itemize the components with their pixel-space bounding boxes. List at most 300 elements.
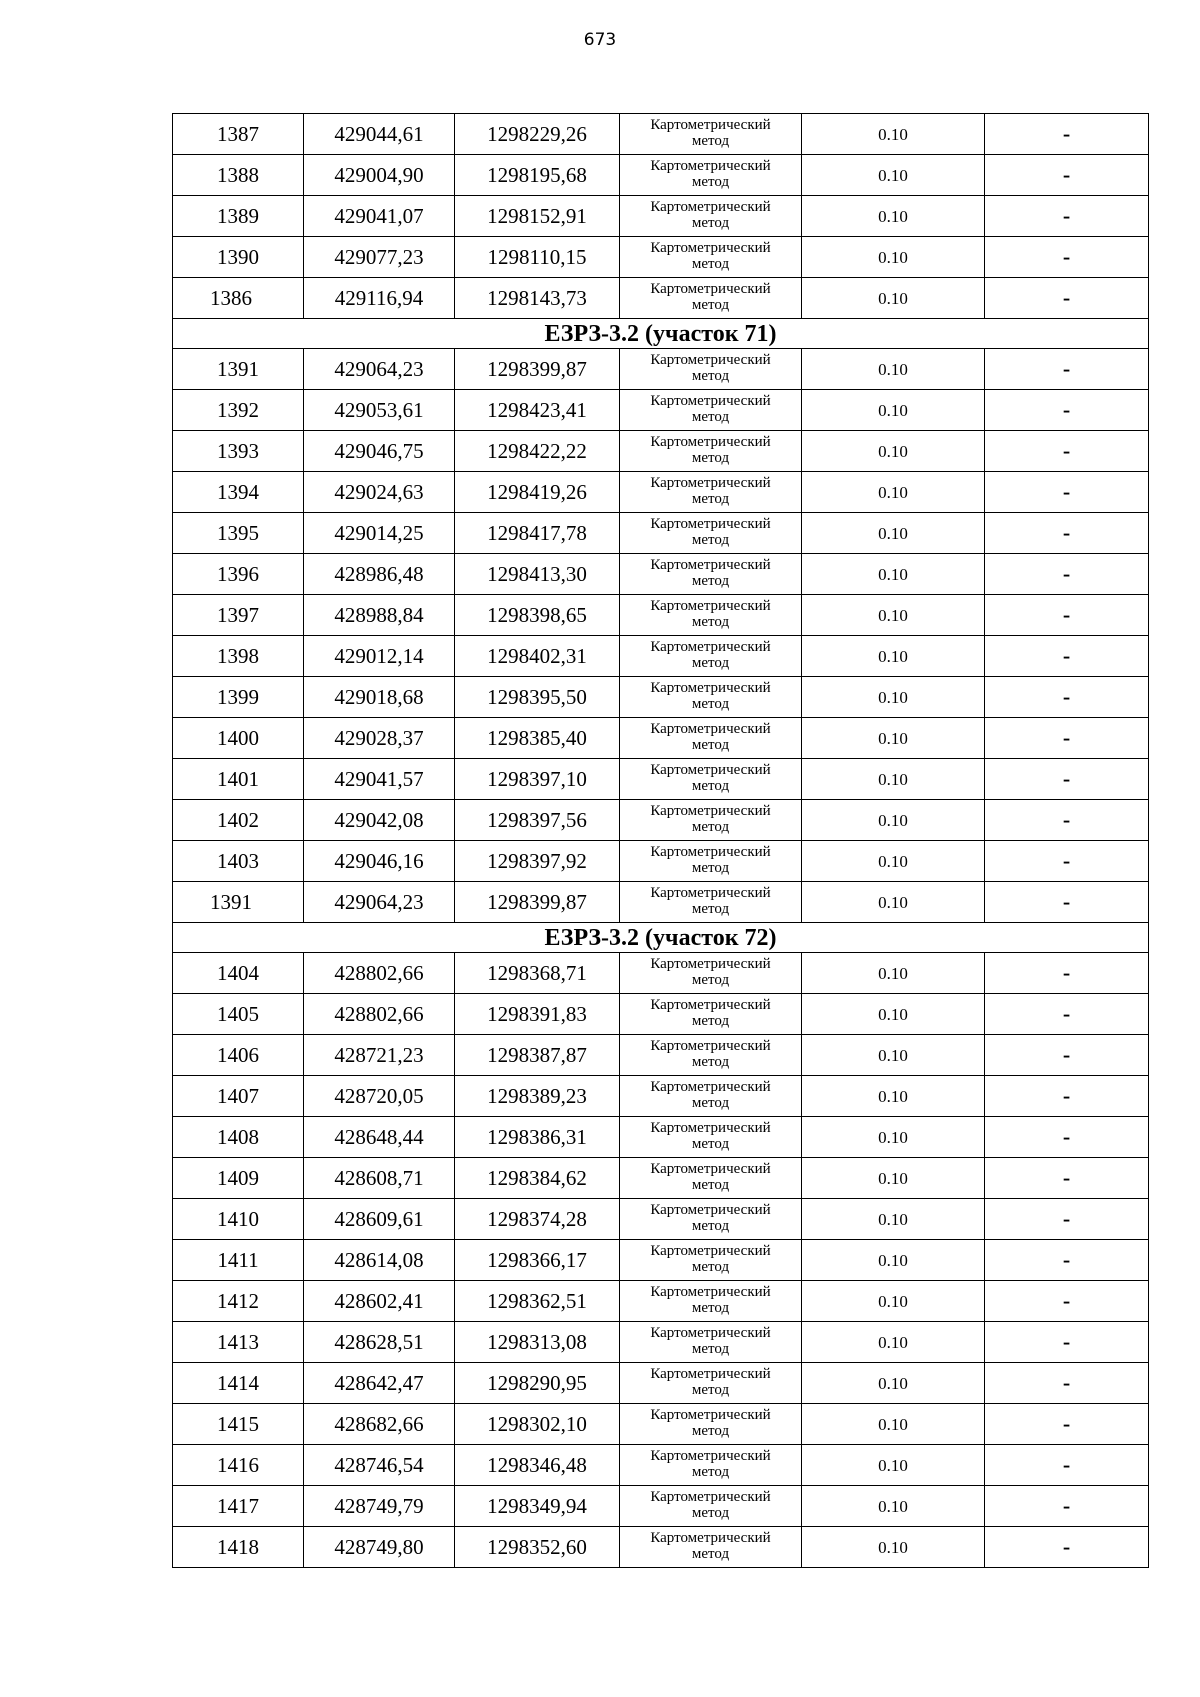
accuracy-value: 0.10 bbox=[802, 718, 985, 759]
accuracy-value: 0.10 bbox=[802, 1486, 985, 1527]
method-cell bbox=[620, 554, 802, 595]
method-cell bbox=[620, 1240, 802, 1281]
method-cell bbox=[620, 196, 802, 237]
method-cell bbox=[620, 595, 802, 636]
table-row bbox=[173, 595, 1149, 636]
method-line-2: метод bbox=[691, 1341, 730, 1357]
point-id: 1418 bbox=[217, 1534, 259, 1559]
accuracy-value: 0.10 bbox=[802, 1281, 985, 1322]
point-id: 1389 bbox=[217, 203, 259, 228]
coordinate-x: 428614,08 bbox=[304, 1240, 455, 1281]
table-row bbox=[173, 237, 1149, 278]
note-value: - bbox=[985, 431, 1149, 472]
point-id: 1387 bbox=[217, 121, 259, 146]
coordinate-x: 428642,47 bbox=[304, 1363, 455, 1404]
section-title: ЕЗРЗ-3.2 (участок 71) bbox=[173, 319, 1149, 349]
point-id-cell bbox=[173, 1527, 304, 1568]
coordinate-y: 1298413,30 bbox=[455, 554, 620, 595]
point-id-cell bbox=[173, 114, 304, 155]
coordinate-y: 1298419,26 bbox=[455, 472, 620, 513]
method-cell bbox=[620, 513, 802, 554]
accuracy-value: 0.10 bbox=[802, 278, 985, 319]
point-id-cell bbox=[173, 1445, 304, 1486]
coordinate-x: 429064,23 bbox=[304, 349, 455, 390]
accuracy-value: 0.10 bbox=[802, 841, 985, 882]
accuracy-value: 0.10 bbox=[802, 114, 985, 155]
method-cell bbox=[620, 800, 802, 841]
accuracy-value: 0.10 bbox=[802, 237, 985, 278]
table-row bbox=[173, 1486, 1149, 1527]
note-value: - bbox=[985, 994, 1149, 1035]
method-line-2: метод bbox=[691, 819, 730, 835]
point-id: 1394 bbox=[217, 479, 259, 504]
table-row bbox=[173, 1445, 1149, 1486]
coordinate-y: 1298395,50 bbox=[455, 677, 620, 718]
method-cell bbox=[620, 1076, 802, 1117]
method-cell bbox=[620, 431, 802, 472]
accuracy-value: 0.10 bbox=[802, 1240, 985, 1281]
method-cell bbox=[620, 759, 802, 800]
point-id: 1416 bbox=[217, 1452, 259, 1477]
point-id-cell bbox=[173, 1281, 304, 1322]
accuracy-value: 0.10 bbox=[802, 513, 985, 554]
note-value: - bbox=[985, 1445, 1149, 1486]
method-line-2: метод bbox=[691, 1177, 730, 1193]
table-row bbox=[173, 953, 1149, 994]
coordinate-x: 429042,08 bbox=[304, 800, 455, 841]
point-id: 1393 bbox=[217, 438, 259, 463]
coordinate-x: 428721,23 bbox=[304, 1035, 455, 1076]
point-id-cell bbox=[173, 953, 304, 994]
method-line-1: Картометрический bbox=[650, 1243, 771, 1260]
note-value: - bbox=[985, 1322, 1149, 1363]
method-line-1: Картометрический bbox=[650, 956, 771, 973]
coordinate-y: 1298397,10 bbox=[455, 759, 620, 800]
point-id: 1396 bbox=[217, 561, 259, 586]
point-id-cell bbox=[173, 278, 304, 319]
table-row bbox=[173, 472, 1149, 513]
method-line-1: Картометрический bbox=[650, 516, 771, 533]
accuracy-value: 0.10 bbox=[802, 1404, 985, 1445]
method-line-2: метод bbox=[691, 409, 730, 425]
coordinate-y: 1298229,26 bbox=[455, 114, 620, 155]
method-line-1: Картометрический bbox=[650, 1448, 771, 1465]
table-row bbox=[173, 349, 1149, 390]
accuracy-value: 0.10 bbox=[802, 636, 985, 677]
coordinate-y: 1298362,51 bbox=[455, 1281, 620, 1322]
point-id-cell bbox=[173, 554, 304, 595]
coordinate-x: 428749,80 bbox=[304, 1527, 455, 1568]
point-id: 1403 bbox=[217, 848, 259, 873]
method-line-1: Картометрический bbox=[650, 598, 771, 615]
coordinate-y: 1298143,73 bbox=[455, 278, 620, 319]
method-line-1: Картометрический bbox=[650, 1489, 771, 1506]
coordinate-x: 429046,16 bbox=[304, 841, 455, 882]
method-cell bbox=[620, 390, 802, 431]
note-value: - bbox=[985, 1240, 1149, 1281]
coordinate-x: 429041,07 bbox=[304, 196, 455, 237]
note-value: - bbox=[985, 196, 1149, 237]
coordinate-y: 1298366,17 bbox=[455, 1240, 620, 1281]
table-row bbox=[173, 431, 1149, 472]
note-value: - bbox=[985, 1363, 1149, 1404]
coordinate-y: 1298417,78 bbox=[455, 513, 620, 554]
coordinate-x: 428746,54 bbox=[304, 1445, 455, 1486]
accuracy-value: 0.10 bbox=[802, 390, 985, 431]
point-id-cell bbox=[173, 1404, 304, 1445]
accuracy-value: 0.10 bbox=[802, 1035, 985, 1076]
note-value: - bbox=[985, 800, 1149, 841]
coordinate-y: 1298384,62 bbox=[455, 1158, 620, 1199]
coordinate-y: 1298398,65 bbox=[455, 595, 620, 636]
table-row bbox=[173, 196, 1149, 237]
method-line-1: Картометрический bbox=[650, 1038, 771, 1055]
coordinate-x: 428986,48 bbox=[304, 554, 455, 595]
method-cell bbox=[620, 636, 802, 677]
point-id: 1410 bbox=[217, 1206, 259, 1231]
method-line-2: метод bbox=[691, 1423, 730, 1439]
point-id-cell bbox=[173, 677, 304, 718]
method-cell bbox=[620, 1281, 802, 1322]
method-line-2: метод bbox=[691, 696, 730, 712]
method-line-1: Картометрический bbox=[650, 1120, 771, 1137]
method-cell bbox=[620, 1404, 802, 1445]
table-row bbox=[173, 1404, 1149, 1445]
point-id: 1405 bbox=[217, 1001, 259, 1026]
table-row bbox=[173, 513, 1149, 554]
accuracy-value: 0.10 bbox=[802, 953, 985, 994]
coordinate-y: 1298397,56 bbox=[455, 800, 620, 841]
coordinate-y: 1298391,83 bbox=[455, 994, 620, 1035]
point-id-cell bbox=[173, 882, 304, 923]
coordinate-x: 429028,37 bbox=[304, 718, 455, 759]
method-cell bbox=[620, 718, 802, 759]
note-value: - bbox=[985, 278, 1149, 319]
method-cell bbox=[620, 1117, 802, 1158]
note-value: - bbox=[985, 513, 1149, 554]
coordinate-y: 1298368,71 bbox=[455, 953, 620, 994]
coordinate-x: 429046,75 bbox=[304, 431, 455, 472]
point-id: 1392 bbox=[217, 397, 259, 422]
accuracy-value: 0.10 bbox=[802, 1445, 985, 1486]
point-id-cell bbox=[173, 431, 304, 472]
table-row bbox=[173, 1199, 1149, 1240]
method-line-1: Картометрический bbox=[650, 1325, 771, 1342]
method-cell bbox=[620, 1035, 802, 1076]
coordinate-x: 428802,66 bbox=[304, 953, 455, 994]
table-row bbox=[173, 1035, 1149, 1076]
coordinate-x: 428609,61 bbox=[304, 1199, 455, 1240]
coordinate-y: 1298387,87 bbox=[455, 1035, 620, 1076]
coordinate-y: 1298290,95 bbox=[455, 1363, 620, 1404]
point-id-cell bbox=[173, 390, 304, 431]
table-row bbox=[173, 1281, 1149, 1322]
accuracy-value: 0.10 bbox=[802, 196, 985, 237]
coordinate-y: 1298349,94 bbox=[455, 1486, 620, 1527]
method-line-2: метод bbox=[691, 133, 730, 149]
note-value: - bbox=[985, 349, 1149, 390]
point-id: 1401 bbox=[217, 766, 259, 791]
point-id: 1399 bbox=[217, 684, 259, 709]
coordinate-y: 1298152,91 bbox=[455, 196, 620, 237]
accuracy-value: 0.10 bbox=[802, 759, 985, 800]
method-line-2: метод bbox=[691, 614, 730, 630]
point-id-cell bbox=[173, 841, 304, 882]
coordinate-x: 429064,23 bbox=[304, 882, 455, 923]
point-id-cell bbox=[173, 636, 304, 677]
note-value: - bbox=[985, 554, 1149, 595]
method-line-1: Картометрический bbox=[650, 844, 771, 861]
point-id: 1391 bbox=[217, 356, 259, 381]
point-id: 1409 bbox=[217, 1165, 259, 1190]
method-cell bbox=[620, 841, 802, 882]
method-line-1: Картометрический bbox=[650, 434, 771, 451]
method-cell bbox=[620, 1158, 802, 1199]
accuracy-value: 0.10 bbox=[802, 1527, 985, 1568]
point-id-cell bbox=[173, 1322, 304, 1363]
note-value: - bbox=[985, 841, 1149, 882]
note-value: - bbox=[985, 1404, 1149, 1445]
coordinate-y: 1298422,22 bbox=[455, 431, 620, 472]
method-line-1: Картометрический bbox=[650, 1407, 771, 1424]
point-id-cell bbox=[173, 237, 304, 278]
note-value: - bbox=[985, 155, 1149, 196]
point-id-cell bbox=[173, 759, 304, 800]
point-id-cell bbox=[173, 1363, 304, 1404]
method-line-2: метод bbox=[691, 450, 730, 466]
method-cell bbox=[620, 114, 802, 155]
accuracy-value: 0.10 bbox=[802, 554, 985, 595]
table-row bbox=[173, 554, 1149, 595]
method-line-2: метод bbox=[691, 1546, 730, 1562]
note-value: - bbox=[985, 1281, 1149, 1322]
method-cell bbox=[620, 1363, 802, 1404]
point-id-cell bbox=[173, 1486, 304, 1527]
method-line-2: метод bbox=[691, 860, 730, 876]
point-id: 1408 bbox=[217, 1124, 259, 1149]
table-row bbox=[173, 1117, 1149, 1158]
method-line-1: Картометрический bbox=[650, 885, 771, 902]
method-line-2: метод bbox=[691, 532, 730, 548]
point-id: 1398 bbox=[217, 643, 259, 668]
method-line-1: Картометрический bbox=[650, 393, 771, 410]
method-line-1: Картометрический bbox=[650, 997, 771, 1014]
method-line-2: метод bbox=[691, 1136, 730, 1152]
note-value: - bbox=[985, 1076, 1149, 1117]
method-line-2: метод bbox=[691, 778, 730, 794]
method-cell bbox=[620, 472, 802, 513]
note-value: - bbox=[985, 636, 1149, 677]
method-line-1: Картометрический bbox=[650, 557, 771, 574]
point-id-cell bbox=[173, 1240, 304, 1281]
table-row bbox=[173, 636, 1149, 677]
method-cell bbox=[620, 237, 802, 278]
section-title: ЕЗРЗ-3.2 (участок 72) bbox=[173, 923, 1149, 953]
method-cell bbox=[620, 994, 802, 1035]
method-line-2: метод bbox=[691, 1300, 730, 1316]
method-cell bbox=[620, 1486, 802, 1527]
coordinate-x: 428602,41 bbox=[304, 1281, 455, 1322]
coordinate-y: 1298389,23 bbox=[455, 1076, 620, 1117]
page-number: 673 bbox=[583, 30, 617, 50]
table-row bbox=[173, 841, 1149, 882]
coordinate-x: 428802,66 bbox=[304, 994, 455, 1035]
coordinate-y: 1298374,28 bbox=[455, 1199, 620, 1240]
point-id: 1400 bbox=[217, 725, 259, 750]
method-cell bbox=[620, 882, 802, 923]
coordinate-x: 429044,61 bbox=[304, 114, 455, 155]
coordinate-x: 429014,25 bbox=[304, 513, 455, 554]
table-row bbox=[173, 1322, 1149, 1363]
coordinate-x: 429077,23 bbox=[304, 237, 455, 278]
accuracy-value: 0.10 bbox=[802, 677, 985, 718]
method-line-1: Картометрический bbox=[650, 721, 771, 738]
point-id-cell bbox=[173, 513, 304, 554]
method-line-1: Картометрический bbox=[650, 352, 771, 369]
accuracy-value: 0.10 bbox=[802, 994, 985, 1035]
method-line-1: Картометрический bbox=[650, 762, 771, 779]
point-id: 1413 bbox=[217, 1329, 259, 1354]
table-row bbox=[173, 114, 1149, 155]
point-id-cell bbox=[173, 1117, 304, 1158]
note-value: - bbox=[985, 1035, 1149, 1076]
method-line-2: метод bbox=[691, 368, 730, 384]
method-line-2: метод bbox=[691, 1505, 730, 1521]
note-value: - bbox=[985, 1527, 1149, 1568]
method-line-2: метод bbox=[691, 1464, 730, 1480]
coordinate-x: 429041,57 bbox=[304, 759, 455, 800]
method-line-1: Картометрический bbox=[650, 1202, 771, 1219]
table-row bbox=[173, 1363, 1149, 1404]
method-line-2: метод bbox=[691, 972, 730, 988]
note-value: - bbox=[985, 237, 1149, 278]
method-line-2: метод bbox=[691, 256, 730, 272]
point-id: 1388 bbox=[217, 162, 259, 187]
section-header-row bbox=[173, 319, 1149, 349]
table-row bbox=[173, 677, 1149, 718]
table-row bbox=[173, 759, 1149, 800]
method-line-1: Картометрический bbox=[650, 158, 771, 175]
coordinate-y: 1298346,48 bbox=[455, 1445, 620, 1486]
note-value: - bbox=[985, 882, 1149, 923]
coordinate-y: 1298423,41 bbox=[455, 390, 620, 431]
method-line-2: метод bbox=[691, 655, 730, 671]
accuracy-value: 0.10 bbox=[802, 1199, 985, 1240]
coordinate-x: 429004,90 bbox=[304, 155, 455, 196]
note-value: - bbox=[985, 677, 1149, 718]
method-line-1: Картометрический bbox=[650, 475, 771, 492]
coordinate-x: 429053,61 bbox=[304, 390, 455, 431]
table-row bbox=[173, 718, 1149, 759]
method-line-1: Картометрический bbox=[650, 1079, 771, 1096]
coordinate-y: 1298385,40 bbox=[455, 718, 620, 759]
method-line-1: Картометрический bbox=[650, 117, 771, 134]
coordinate-y: 1298352,60 bbox=[455, 1527, 620, 1568]
note-value: - bbox=[985, 718, 1149, 759]
method-cell bbox=[620, 953, 802, 994]
point-id: 1406 bbox=[217, 1042, 259, 1067]
coordinate-y: 1298397,92 bbox=[455, 841, 620, 882]
method-line-1: Картометрический bbox=[650, 639, 771, 656]
method-cell bbox=[620, 1322, 802, 1363]
coordinate-y: 1298313,08 bbox=[455, 1322, 620, 1363]
point-id: 1391 bbox=[210, 889, 252, 914]
method-line-2: метод bbox=[691, 1013, 730, 1029]
point-id-cell bbox=[173, 1199, 304, 1240]
coordinate-x: 429116,94 bbox=[304, 278, 455, 319]
accuracy-value: 0.10 bbox=[802, 155, 985, 196]
coordinate-x: 428988,84 bbox=[304, 595, 455, 636]
coordinate-x: 428628,51 bbox=[304, 1322, 455, 1363]
point-id-cell bbox=[173, 800, 304, 841]
method-line-2: метод bbox=[691, 1259, 730, 1275]
point-id: 1412 bbox=[217, 1288, 259, 1313]
table-row bbox=[173, 278, 1149, 319]
coordinate-y: 1298402,31 bbox=[455, 636, 620, 677]
point-id: 1402 bbox=[217, 807, 259, 832]
method-cell bbox=[620, 278, 802, 319]
point-id: 1395 bbox=[217, 520, 259, 545]
table-row bbox=[173, 1240, 1149, 1281]
point-id: 1397 bbox=[217, 602, 259, 627]
coordinate-x: 428648,44 bbox=[304, 1117, 455, 1158]
point-id: 1386 bbox=[210, 285, 252, 310]
point-id: 1407 bbox=[217, 1083, 259, 1108]
point-id: 1415 bbox=[217, 1411, 259, 1436]
method-cell bbox=[620, 677, 802, 718]
accuracy-value: 0.10 bbox=[802, 431, 985, 472]
table-row bbox=[173, 994, 1149, 1035]
note-value: - bbox=[985, 1158, 1149, 1199]
method-cell bbox=[620, 1527, 802, 1568]
accuracy-value: 0.10 bbox=[802, 882, 985, 923]
note-value: - bbox=[985, 390, 1149, 431]
note-value: - bbox=[985, 595, 1149, 636]
note-value: - bbox=[985, 114, 1149, 155]
accuracy-value: 0.10 bbox=[802, 349, 985, 390]
coordinate-y: 1298399,87 bbox=[455, 882, 620, 923]
point-id-cell bbox=[173, 1076, 304, 1117]
coordinate-x: 429012,14 bbox=[304, 636, 455, 677]
coordinate-x: 428749,79 bbox=[304, 1486, 455, 1527]
note-value: - bbox=[985, 1486, 1149, 1527]
point-id: 1417 bbox=[217, 1493, 259, 1518]
section-header-row bbox=[173, 923, 1149, 953]
coordinate-y: 1298386,31 bbox=[455, 1117, 620, 1158]
method-line-2: метод bbox=[691, 573, 730, 589]
point-id-cell bbox=[173, 994, 304, 1035]
accuracy-value: 0.10 bbox=[802, 1363, 985, 1404]
method-cell bbox=[620, 1199, 802, 1240]
method-line-1: Картометрический bbox=[650, 1284, 771, 1301]
point-id-cell bbox=[173, 155, 304, 196]
point-id: 1414 bbox=[217, 1370, 259, 1395]
method-line-1: Картометрический bbox=[650, 281, 771, 298]
coordinate-x: 429018,68 bbox=[304, 677, 455, 718]
coordinate-x: 428682,66 bbox=[304, 1404, 455, 1445]
method-line-2: метод bbox=[691, 737, 730, 753]
table-row bbox=[173, 1076, 1149, 1117]
accuracy-value: 0.10 bbox=[802, 1322, 985, 1363]
method-line-1: Картометрический bbox=[650, 680, 771, 697]
point-id: 1404 bbox=[217, 960, 259, 985]
method-line-2: метод bbox=[691, 1218, 730, 1234]
note-value: - bbox=[985, 472, 1149, 513]
table-row bbox=[173, 1527, 1149, 1568]
method-line-1: Картометрический bbox=[650, 1530, 771, 1547]
point-id: 1411 bbox=[217, 1247, 259, 1272]
method-line-2: метод bbox=[691, 1382, 730, 1398]
